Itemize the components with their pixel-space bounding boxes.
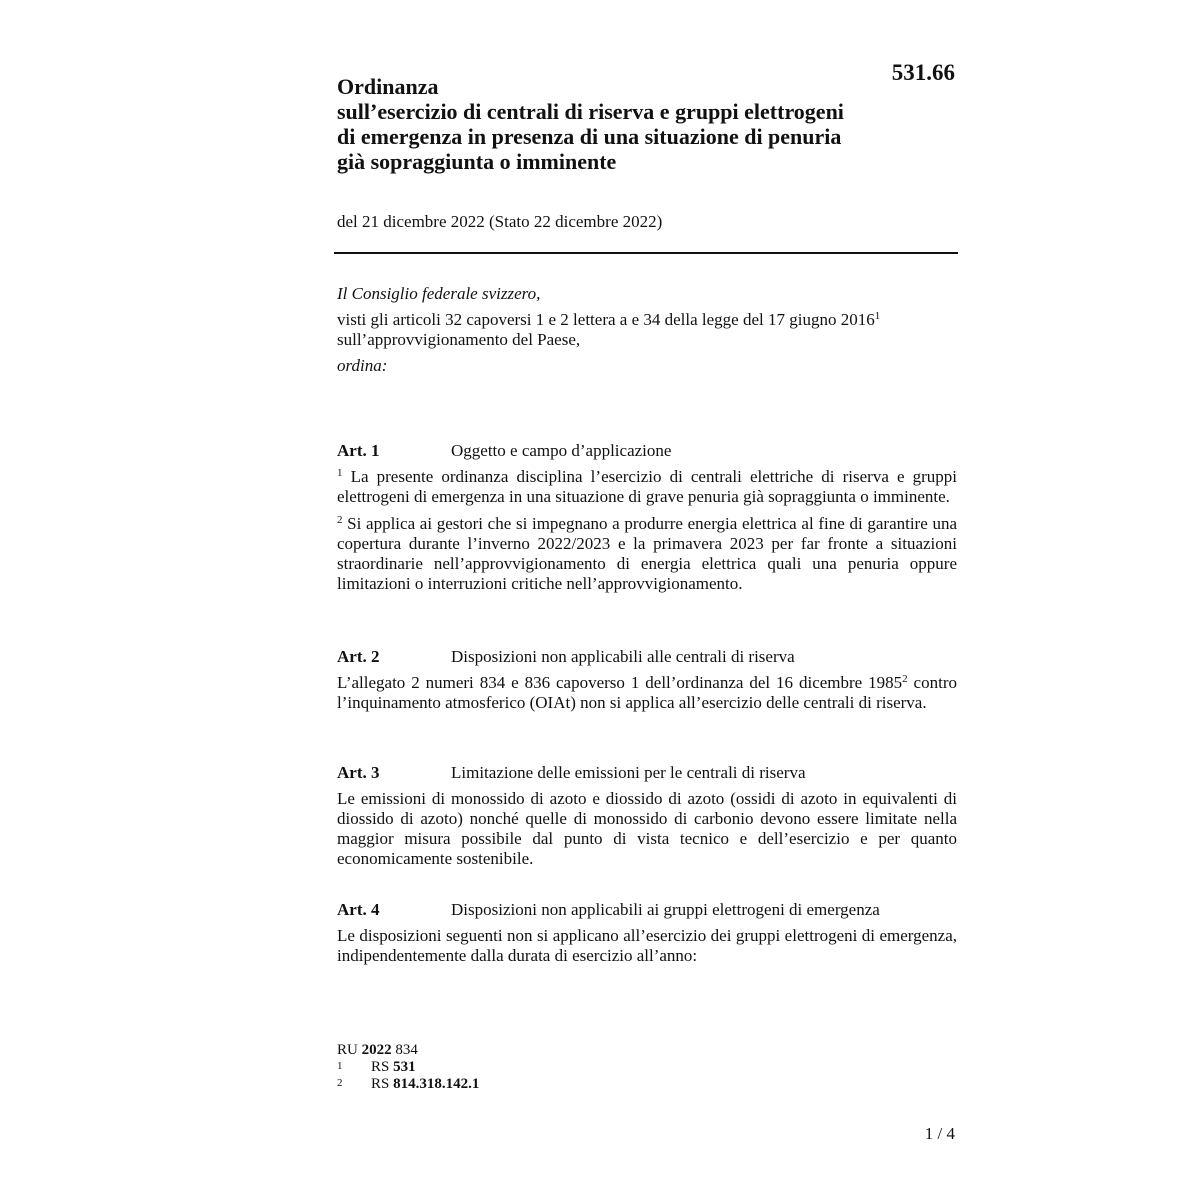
article-number: Art. 1 (337, 441, 380, 460)
paragraph-text: Le disposizioni seguenti non si applicano all’esercizio dei gruppi elettrogeni di emergenza, indipendentemente dalla durata di esercizio all’anno: (337, 926, 957, 965)
article-paragraph (337, 673, 957, 713)
ru-page: 834 (395, 1042, 418, 1058)
title-line: di emergenza in presenza di una situazione di penuria (337, 124, 842, 149)
preamble-basis (337, 310, 957, 330)
preamble-ordains: ordina: (337, 356, 388, 375)
article-number: Art. 4 (337, 900, 380, 919)
article-3 (337, 763, 957, 876)
paragraph-text: Le emissioni di monossido di azoto e diossido di azoto (ossidi di azoto in equivalenti di diossido di azoto) nonché quelle di monossido di carbonio devono essere limitate nella maggior misura possibile dal punto di vista tecnico e dell’esercizio e per quanto economicamente sostenibile. (337, 789, 957, 868)
sr-number: 531.66 (891, 60, 955, 85)
paragraph-number: 1 (337, 467, 343, 479)
article-title: Disposizioni non applicabili ai gruppi elettrogeni di emergenza (451, 900, 880, 919)
footnote-mark: 1 (337, 1060, 343, 1072)
footnote-ref-1[interactable]: 1 (874, 310, 881, 322)
page-number: 1 / 4 (924, 1124, 955, 1143)
article-number: Art. 3 (337, 763, 380, 782)
header-divider (334, 252, 958, 254)
article-heading (337, 647, 957, 667)
title-line: Ordinanza (337, 74, 439, 99)
preamble (337, 284, 957, 376)
document-title (337, 74, 937, 174)
article-heading (337, 763, 957, 783)
article-paragraph (337, 467, 957, 507)
article-2 (337, 647, 957, 720)
article-heading (337, 900, 957, 920)
page-footer (337, 1042, 479, 1093)
preamble-basis-text: visti gli articoli 32 capoversi 1 e 2 lettera a e 34 della legge del 17 giugno 2016 (337, 310, 875, 329)
preamble-authority: Il Consiglio federale svizzero, (337, 284, 541, 303)
footnote-prefix: RS (371, 1076, 390, 1092)
footnote-ref[interactable]: 814.318.142.1 (393, 1076, 480, 1092)
footnote-prefix: RS (371, 1059, 390, 1075)
footnote-ref-2[interactable]: 2 (902, 673, 908, 685)
paragraph-text: La presente ordinanza disciplina l’esercizio di centrali elettriche di riserva e gruppi elettrogeni di emergenza in una situazione di grave penuria già sopraggiunta o imminente. (337, 467, 957, 506)
paragraph-text: Si applica ai gestori che si impegnano a produrre energia elettrica al fine di garantire una copertura durante l’inverno 2022/2023 e la primavera 2023 per far fronte a situazioni straordinarie nell’approvvigionamento di energia elettrica quali una penuria oppure limitazioni o interruzioni critiche nell’approvvigionamento. (337, 514, 957, 593)
article-title: Oggetto e campo d’applicazione (451, 441, 672, 460)
footnote-mark: 2 (337, 1077, 343, 1089)
article-4 (337, 900, 957, 973)
ru-year: 2022 (361, 1042, 392, 1058)
article-title: Disposizioni non applicabili alle centrali di riserva (451, 647, 795, 666)
title-line: già sopraggiunta o imminente (337, 149, 617, 174)
paragraph-text: L’allegato 2 numeri 834 e 836 capoverso 1 dell’ordinanza del 16 dicembre 1985 (337, 673, 903, 692)
footnote-2 (337, 1076, 479, 1093)
article-1 (337, 441, 957, 601)
title-line: sull’esercizio di centrali di riserva e gruppi elettrogeni (337, 99, 844, 124)
footnote-ref[interactable]: 531 (393, 1059, 416, 1075)
article-paragraph (337, 514, 957, 594)
ru-reference (337, 1042, 479, 1059)
ru-prefix: RU (337, 1042, 358, 1058)
document-date: del 21 dicembre 2022 (Stato 22 dicembre 2022) (337, 212, 663, 231)
paragraph-text: contro l’inquinamento atmosferico (OIAt) non si applica all’esercizio delle centrali di riserva. (337, 673, 957, 712)
footnote-1 (337, 1059, 479, 1076)
article-heading (337, 441, 957, 461)
paragraph-number: 2 (337, 514, 343, 526)
preamble-basis-continued: sull’approvvigionamento del Paese, (337, 330, 581, 349)
article-title: Limitazione delle emissioni per le centrali di riserva (451, 763, 806, 782)
article-number: Art. 2 (337, 647, 380, 666)
